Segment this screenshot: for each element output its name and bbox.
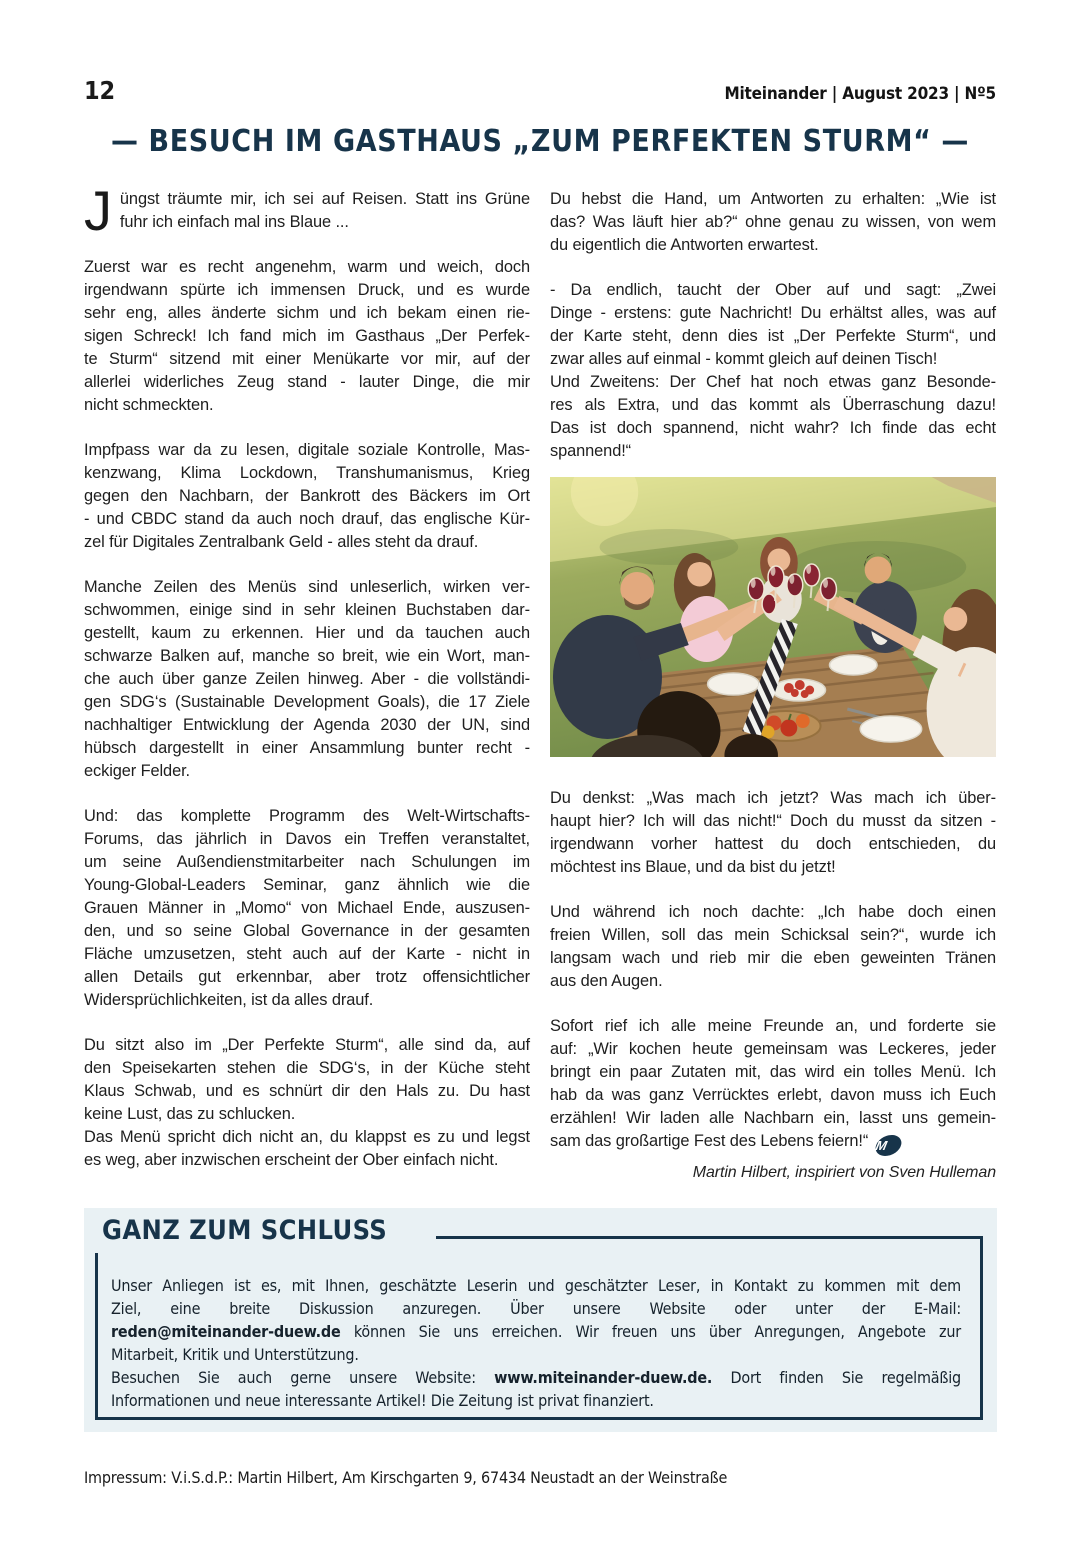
text-line: freien Willen, soll das mein Schicksal sein?“, wurde ich (550, 926, 996, 944)
paragraph (84, 805, 530, 1012)
text-line: nachhaltiger Entwicklung der Agenda 2030 der UN, sind (84, 716, 530, 734)
text-line: üngst träumte mir, ich sei auf Reisen. Statt ins Grüne (119, 190, 530, 208)
text-line: das? Was läuft hier ab?“ ohne genau zu wissen, von wem (550, 213, 996, 231)
drop-cap: J (84, 179, 112, 242)
text-line: sam das großartige Fest des Lebens feiern!“ M (550, 1130, 996, 1156)
text-line: gegen den Nachbarn, der Bankrott des Bäckers im Ort (84, 487, 530, 505)
text-line: Du hebst die Hand, um Antworten zu erhalten: „Wie ist (550, 190, 996, 208)
text-line: Ziel, eine breite Diskussion anzuregen. Über unsere Website oder unter der E-Mail: (111, 1299, 961, 1318)
box-border-top (436, 1236, 983, 1239)
paragraph (84, 256, 530, 417)
text-line: - Da endlich, taucht der Ober auf und sagt: „Zwei (550, 281, 996, 299)
text-line: irgendwann vorher hattest du doch entschieden, du (550, 835, 996, 853)
text-line: Zuerst war es recht angenehm, warm und weich, doch (84, 258, 530, 276)
paragraph (550, 279, 996, 371)
text-line: Widersprüchlichkeiten, ist da alles drauf. (84, 991, 374, 1009)
text-line: schwommen, einige sind in sehr kleinen Buchstaben dar- (84, 601, 530, 619)
text-line: che auch über ganze Zeilen hinweg. Aber - die vollständi- (84, 670, 530, 688)
text-line: langsam wach und rieb mir die eben geweinten Tränen (550, 949, 996, 967)
text-line: Klaus Schwab, und es schnürt dir den Hals zu. Du hast (84, 1082, 530, 1100)
text-line: Fläche umzusetzen, steht auch auf der Karte - nicht in (84, 945, 530, 963)
text-line: kenzwang, Klima Lockdown, Transhumanismus, Krieg (84, 464, 530, 482)
impressum: Impressum: V.i.S.d.P.: Martin Hilbert, Am Kirschgarten 9, 67434 Neustadt an der Weinstraße (84, 1468, 728, 1487)
text-line: Grauen Männer in „Momo“ von Michael Ende, auszusen- (84, 899, 530, 917)
text-line: allen Details gut erkennbar, aber trotz offensichtlicher (84, 968, 530, 986)
paragraph (111, 1274, 961, 1366)
text-line: den Speisekarten stehen die SDG‘s, in der Küche steht (84, 1059, 530, 1077)
paragraph (84, 439, 530, 554)
text-line: aus den Augen. (550, 972, 663, 990)
text-line: hübsch dargestellt in einer Ansammlung bunter recht - (84, 739, 530, 757)
text-line: möchtest ins Blaue, und da bist du jetzt! (550, 858, 836, 876)
text-line: den, und so seine Global Governance in der gesamten (84, 922, 530, 940)
article-body (84, 179, 996, 1184)
text-line: bringt ein paar Zutaten mit, das wird ein tolles Menü. Ich (550, 1063, 996, 1081)
text-line: Unser Anliegen ist es, mit Ihnen, geschätzte Leserin und geschätzter Leser, in Kontakt zu kommen mit dem (111, 1276, 961, 1295)
text-line: Du sitzt also im „Der Perfekte Sturm“, alle sind da, auf (84, 1036, 530, 1054)
paragraph (84, 1126, 530, 1172)
text-line: Forums, das jährlich in Davos ein Treffen veranstaltet, (84, 830, 530, 848)
text-line: haupt hier? Ich will das nicht!“ Doch du musst da sitzen - (550, 812, 996, 830)
text-line: Besuchen Sie auch gerne unsere Website: www.miteinander-duew.de. Dort finden Sie regelmäßig (111, 1368, 961, 1387)
text-line: sehr eng, alles änderte sichm und ich bekam einen rie- (84, 304, 530, 322)
text-line: Und während ich noch dachte: „Ich habe doch einen (550, 903, 996, 921)
text-line: eckiger Felder. (84, 762, 190, 780)
text-line: Und: das komplette Programm des Welt-Wirtschafts- (84, 807, 530, 825)
text-line: Informationen und neue interessante Artikel! Die Zeitung ist privat finanziert. (111, 1391, 654, 1410)
text-line: es weg, aber inzwischen erscheint der Ober einfach nicht. (84, 1151, 499, 1169)
byline: Martin Hilbert, inspiriert von Sven Hulleman (692, 1164, 996, 1181)
box-border-bottom (95, 1417, 983, 1420)
text-line: gestellt, kaum zu erkennen. Hier und da tauchen auch (84, 624, 530, 642)
text-line: Young-Global-Leaders Seminar, ganz ähnlich wie die (84, 876, 530, 894)
text-line: Du denkst: „Was mach ich jetzt? Was mach ich über- (550, 789, 996, 807)
text-line: hab da was ganz Verrücktes erlebt, davon muss ich Euch (550, 1086, 996, 1104)
paragraph (111, 1366, 961, 1412)
text-line: gen SDG‘s (Sustainable Development Goals), die 17 Ziele (84, 693, 530, 711)
text-line: nicht schmeckten. (84, 396, 214, 414)
text-line: te Sturm“ sitzend mit einer Menükarte vor mir, auf der (84, 350, 530, 368)
text-line: reden@miteinander-duew.de können Sie uns erreichen. Wir freuen uns über Anregungen, Angebote zur (111, 1322, 961, 1341)
text-line: allerlei widerliches Zeug stand - lauter Dinge, die mir (84, 373, 530, 391)
paragraph (550, 787, 996, 879)
issue-info: Miteinander | August 2023 | Nº5 (724, 84, 996, 104)
text-line: Mitarbeit, Kritik und Unterstützung. (111, 1345, 359, 1364)
page-number: 12 (84, 76, 115, 105)
paragraph (84, 179, 530, 242)
text-line: Impfpass war da zu lesen, digitale soziale Kontrolle, Mas- (84, 441, 530, 459)
text-line: keine Lust, das zu schlucken. (84, 1105, 296, 1123)
left-column (84, 179, 530, 1184)
text-line: Das Menü spricht dich nicht an, du klappst es zu und legst (84, 1128, 530, 1146)
text-line: res als Extra, und das kommt als Überraschung dazu! (550, 396, 996, 414)
paragraph (550, 188, 996, 257)
text-line: erzählen! Wir laden alle Nachbarn ein, lasst uns gemein- (550, 1109, 996, 1127)
right-column-bottom-text (550, 787, 996, 1156)
miteinander-logo-icon: M (874, 1135, 903, 1156)
box-border-left (95, 1253, 98, 1420)
right-column (550, 188, 996, 1184)
text-line: irgendwann spürte ich immensen Druck, und es wurde (84, 281, 530, 299)
photo-illustration (550, 477, 996, 757)
article-headline: — BESUCH IM GASTHAUS „ZUM PERFEKTEN STURM“ — (110, 124, 970, 159)
text-line: um seine Außendienstmitarbeiter nach Schulungen im (84, 853, 530, 871)
text-line: zel für Digitales Zentralbank Geld - alles steht da drauf. (84, 533, 479, 551)
paragraph (84, 576, 530, 783)
page-header (84, 76, 996, 105)
text-line: sigen Schreck! Ich fand mich im Gasthaus „Der Perfek- (84, 327, 530, 345)
paragraph (550, 1015, 996, 1156)
text-line: spannend!“ (550, 442, 632, 460)
box-border-right (980, 1236, 983, 1420)
text-line: zwar alles auf einmal - kommt gleich auf deinen Tisch! (550, 350, 938, 368)
closing-box (84, 1208, 997, 1432)
paragraph (84, 1034, 530, 1126)
paragraph (550, 371, 996, 463)
text-line: - und CBDC stand da auch noch drauf, das englische Kür- (84, 510, 530, 528)
text-line: fuhr ich einfach mal ins Blaue ... (119, 213, 349, 231)
closing-box-title: GANZ ZUM SCHLUSS (102, 1215, 388, 1246)
text-line: auf: „Wir kochen heute gemeinsam was Leckeres, jeder (550, 1040, 996, 1058)
text-line: der Karte steht, denn dies ist „Der Perfekte Sturm“, und (550, 327, 996, 345)
text-line: Und Zweitens: Der Chef hat noch etwas ganz Besonde- (550, 373, 996, 391)
photo-friends-toasting (550, 477, 996, 757)
closing-box-text (111, 1274, 961, 1412)
text-line: schwarze Balken auf, manche so breit, wie ein Wort, man- (84, 647, 530, 665)
text-line: Dinge - erstens: gute Nachricht! Du erhältst alles, was auf (550, 304, 996, 322)
paragraph (550, 901, 996, 993)
right-column-top-text (550, 188, 996, 463)
text-line: Manche Zeilen des Menüs sind unleserlich, wirken ver- (84, 578, 530, 596)
text-line: Das ist doch spannend, nicht wahr? Ich finde das echt (550, 419, 996, 437)
text-line: du eigentlich die Antworten erwartest. (550, 236, 819, 254)
text-line: Sofort rief ich alle meine Freunde an, und forderte sie (550, 1017, 996, 1035)
